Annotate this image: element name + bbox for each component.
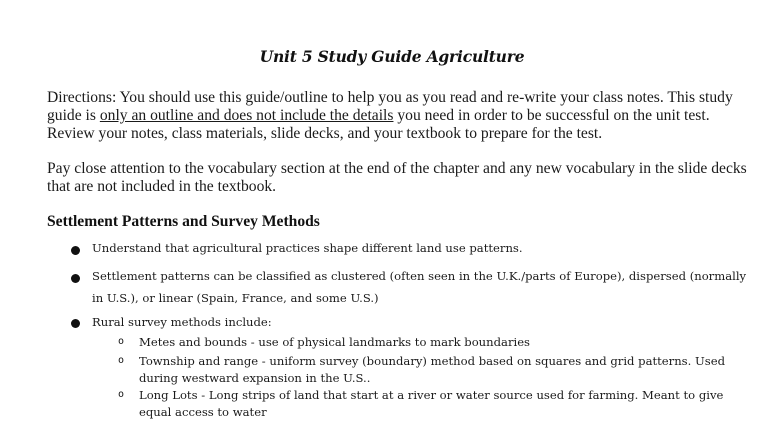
directions-underlined-text: only an outline and does not include the details <box>99 107 394 124</box>
vocabulary-note-paragraph: Pay close attention to the vocabulary section at the end of the chapter and any new vocabulary in the slide decks that are not included in the textbook. <box>47 160 747 195</box>
bullet-dot-icon <box>71 246 80 255</box>
sub-bullet-marker: o <box>118 355 125 366</box>
document-title: Unit 5 Study Guide Agriculture <box>259 47 525 66</box>
bullet-text: Settlement patterns can be classified as clustered (often seen in the U.K./parts of Europe), dispersed (normally in U.S.), or linear (Spain, France, and some U.S.) <box>92 269 747 305</box>
bullet-text: Understand that agricultural practices shape different land use patterns. <box>92 241 523 255</box>
bullet-dot-icon <box>71 319 80 328</box>
sub-bullet-marker: o <box>118 336 125 347</box>
sub-bullet-text: Long Lots - Long strips of land that start at a river or water source used for farming. Meant to give equal access to water <box>139 388 724 419</box>
section-heading: Settlement Patterns and Survey Methods <box>47 213 320 230</box>
directions-text-end: you need in order to be successful on the unit test. Review your notes, class materials, slide decks, and your textbook to prepare for the test. <box>47 107 710 142</box>
bullet-dot-icon <box>71 274 80 283</box>
sub-bullet-text: Metes and bounds - use of physical landmarks to mark boundaries <box>139 335 531 349</box>
sub-bullet-marker: o <box>118 389 125 400</box>
directions-paragraph <box>47 89 747 143</box>
directions-text-start: Directions: You should use this guide/outline to help you as you read and re-write your class notes. This study guide is <box>47 89 733 124</box>
bullet-text: Rural survey methods include: <box>92 315 272 329</box>
sub-bullet-text: Township and range - uniform survey (boundary) method based on squares and grid patterns. Used during westward expansion in the U.S.. <box>139 354 725 385</box>
